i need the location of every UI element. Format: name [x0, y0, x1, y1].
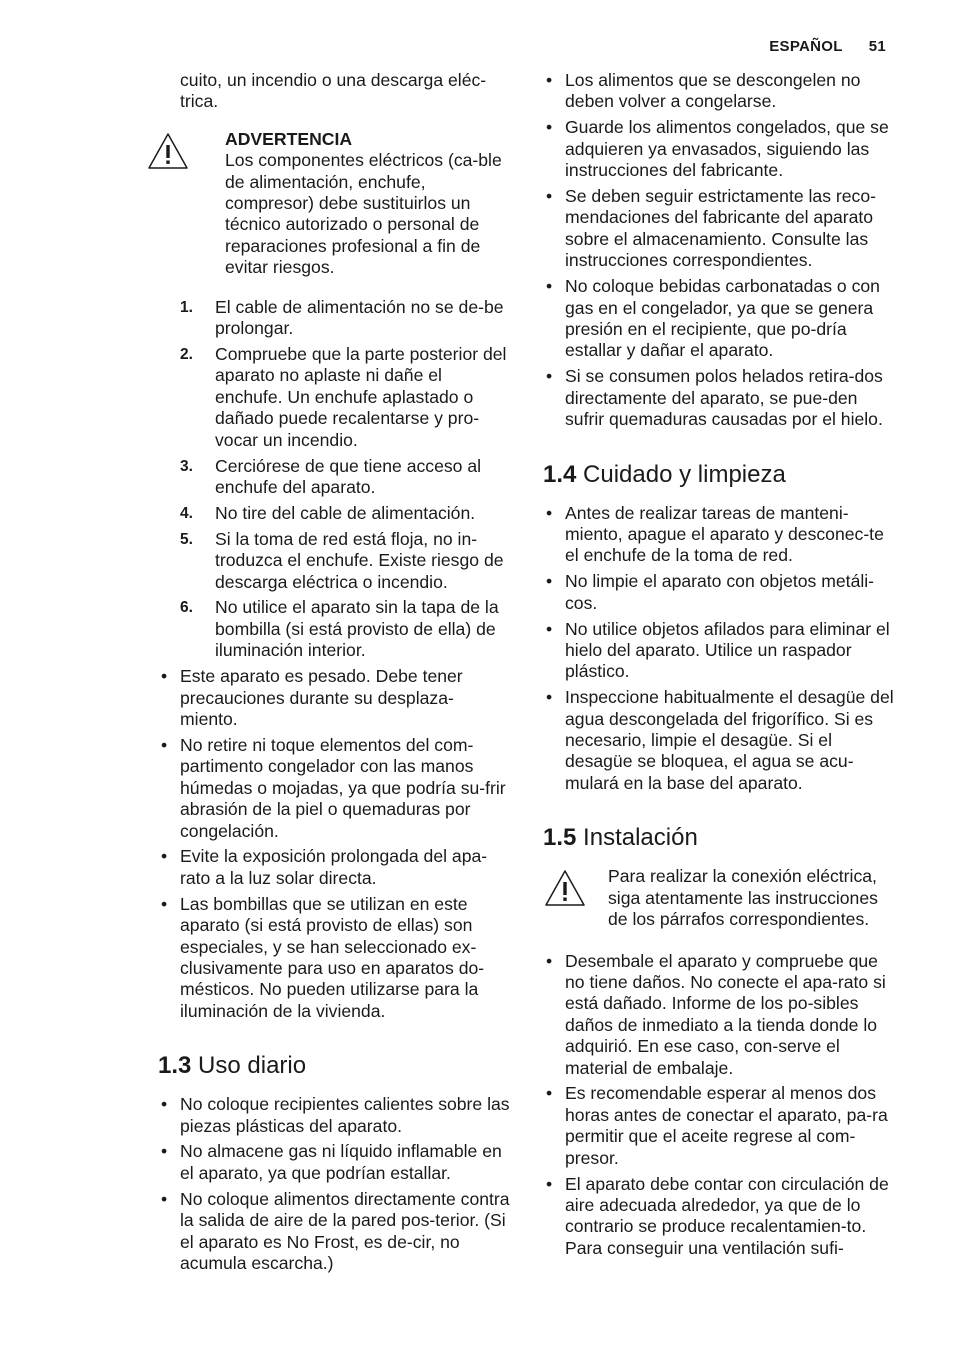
list-item: [543, 70, 898, 113]
section-number: 1.3: [158, 1052, 192, 1080]
bullet-icon: •: [161, 734, 168, 755]
bullet-icon: •: [546, 70, 553, 90]
item-text: Antes de realizar tareas de manteni-miento, apague el aparato y desconec-te el enchufe de la toma de red.: [565, 502, 884, 566]
list-item: [543, 366, 898, 430]
section-title: Uso diario: [198, 1052, 307, 1080]
item-text: El aparato debe contar con circulación de aire adecuada alrededor, ya que de lo contrario se produce recalentamien-to. Para conseguir una ventilación sufi-: [565, 1173, 889, 1258]
bullet-icon: •: [546, 366, 553, 387]
list-item: [543, 619, 898, 683]
list-item: [180, 456, 510, 499]
right-column: [543, 70, 898, 1264]
bullet-icon: •: [546, 1173, 553, 1194]
list-item: [180, 597, 510, 661]
item-text: No coloque recipientes calientes sobre las piezas plásticas del aparato.: [180, 1094, 510, 1136]
item-number: 6.: [180, 599, 193, 617]
warning-text: Para realizar la conexión eléctrica, siga atentamente las instrucciones de los párrafos correspondientes.: [608, 866, 878, 930]
item-text: Si la toma de red está floja, no in-troduzca el enchufe. Existe riesgo de descarga eléctrica o incendio.: [215, 528, 504, 592]
list-item: [543, 186, 898, 272]
item-text: Cerciórese de que tiene acceso al enchufe del aparato.: [215, 455, 482, 497]
list-item: [543, 1083, 898, 1169]
list-item: [158, 1094, 510, 1137]
bullet-icon: •: [161, 893, 168, 914]
item-number: 5.: [180, 530, 193, 548]
language-label: ESPAÑOL: [769, 38, 843, 55]
item-number: 2.: [180, 345, 193, 363]
warning-block: [158, 129, 510, 279]
section-title: Cuidado y limpieza: [583, 460, 786, 488]
list-item: [158, 894, 510, 1022]
bullet-icon: •: [161, 1141, 168, 1162]
intro-text: cuito, un incendio o una descarga eléc-trica.: [180, 70, 487, 112]
section-number: 1.5: [543, 824, 577, 852]
item-text: Este aparato es pesado. Debe tener precauciones durante su desplaza-miento.: [180, 666, 463, 729]
left-column: [158, 70, 510, 1279]
bullet-list: [543, 503, 898, 795]
installation-warning: [543, 866, 898, 930]
warning-triangle-icon: [146, 131, 190, 171]
bullet-list: [158, 666, 510, 1022]
list-item: [543, 117, 898, 181]
section-number: 1.4: [543, 460, 577, 488]
item-text: El cable de alimentación no se de-be prolongar.: [215, 296, 504, 339]
warning-triangle-icon: [543, 868, 587, 908]
list-item: [543, 687, 898, 794]
bullet-icon: •: [161, 1188, 168, 1209]
bullet-icon: •: [161, 1094, 168, 1115]
bullet-icon: •: [546, 186, 553, 207]
item-text: No utilice objetos afilados para eliminar el hielo del aparato. Utilice un raspador plástico.: [565, 618, 890, 682]
bullet-icon: •: [546, 276, 553, 297]
list-item: [158, 735, 510, 842]
bullet-icon: •: [161, 846, 168, 867]
bullet-icon: •: [546, 502, 553, 523]
item-number: 4.: [180, 504, 193, 522]
item-text: No coloque bebidas carbonatadas o con gas en el congelador, ya que se genera presión en el recipiente, que po-dría estallar y dañar el aparato.: [565, 276, 880, 361]
list-item: [180, 297, 510, 340]
bullet-list: [158, 1094, 510, 1274]
page-header: [769, 38, 886, 55]
item-text: Desembale el aparato y compruebe que no tiene daños. No conecte el apa-rato si está dañado. Informe de los po-sibles daños de inmediato a la tienda donde lo adquirió. En ese caso, con-serve el material de embalaje.: [565, 950, 886, 1078]
list-item: [543, 571, 898, 614]
list-item: [180, 503, 510, 524]
list-item: [543, 503, 898, 567]
item-text: Las bombillas que se utilizan en este aparato (si está provisto de ellas) son especiales, y se han seleccionado ex-clusivamente para uso en aparatos do-mésticos. No pueden utilizarse para la iluminación de la vivienda.: [180, 893, 485, 1021]
bullet-icon: •: [546, 571, 553, 592]
section-heading-1-3: [158, 1052, 510, 1080]
item-number: 1.: [180, 298, 193, 316]
bullet-icon: •: [546, 117, 553, 138]
bullet-list: [543, 951, 898, 1260]
page-number: 51: [868, 38, 886, 55]
list-item: [158, 1141, 510, 1184]
item-text: Inspeccione habitualmente el desagüe del agua descongelada del frigorífico. Si es necesario, limpie el desagüe. Si el desagüe se bloquea, el agua se acu-mulará en la base del aparato.: [565, 687, 894, 793]
warning-text: Los componentes eléctricos (ca-ble de alimentación, enchufe, compresor) debe sustituirlos un técnico autorizado o personal de reparaciones profesional a fin de evitar riesgos.: [225, 150, 502, 278]
warning-title: ADVERTENCIA: [225, 128, 353, 149]
bullet-icon: •: [546, 1083, 553, 1104]
item-text: No tire del cable de alimentación.: [215, 502, 476, 523]
bullet-icon: •: [546, 687, 553, 708]
item-text: No coloque alimentos directamente contra la salida de aire de la pared pos-terior. (Si el aparato es No Frost, es de-cir, no acumula escarcha.): [180, 1188, 510, 1273]
section-heading-1-4: [543, 461, 898, 489]
item-text: No utilice el aparato sin la tapa de la bombilla (si está provisto de ella) de iluminación interior.: [215, 597, 499, 661]
item-text: Evite la exposición prolongada del apa-rato a la luz solar directa.: [180, 846, 488, 888]
bullet-icon: •: [546, 618, 553, 639]
list-item: [543, 1174, 898, 1260]
section-title: Instalación: [583, 824, 698, 852]
item-text: No almacene gas ni líquido inflamable en el aparato, ya que podrían estallar.: [180, 1141, 502, 1183]
list-item: [158, 846, 510, 889]
item-text: Se deben seguir estrictamente las reco-mendaciones del fabricante del aparato sobre el almacenamiento. Consulte las instrucciones correspondientes.: [565, 186, 876, 271]
item-number: 3.: [180, 457, 193, 475]
item-text: Compruebe que la parte posterior del aparato no aplaste ni dañe el enchufe. Un enchufe aplastado o dañado puede recalentarse y pro-vocar un incendio.: [215, 343, 507, 450]
section-heading-1-5: [543, 824, 898, 852]
item-text: No retire ni toque elementos del com-partimento congelador con las manos húmedas o mojadas, ya que podría su-frir abrasión de la piel o quemaduras por congelación.: [180, 734, 506, 841]
list-item: [180, 529, 510, 593]
list-item: [180, 344, 510, 451]
item-text: No limpie el aparato con objetos metáli-cos.: [565, 571, 875, 613]
list-item: [543, 951, 898, 1079]
bullet-list: [543, 70, 898, 431]
list-item: [158, 666, 510, 730]
list-item: [543, 276, 898, 362]
item-text: Los alimentos que se descongelen no deben volver a congelarse.: [565, 70, 861, 112]
numbered-list: [158, 297, 510, 662]
bullet-icon: •: [546, 950, 553, 971]
bullet-icon: •: [161, 666, 168, 687]
list-item: [158, 1189, 510, 1275]
item-text: Si se consumen polos helados retira-dos directamente del aparato, se pue-den sufrir quemaduras causadas por el hielo.: [565, 366, 883, 430]
item-text: Es recomendable esperar al menos dos horas antes de conectar el aparato, pa-ra permitir que el aceite regrese al com-presor.: [565, 1083, 888, 1168]
item-text: Guarde los alimentos congelados, que se adquieren ya envasados, siguiendo las instrucciones del fabricante.: [565, 117, 889, 181]
